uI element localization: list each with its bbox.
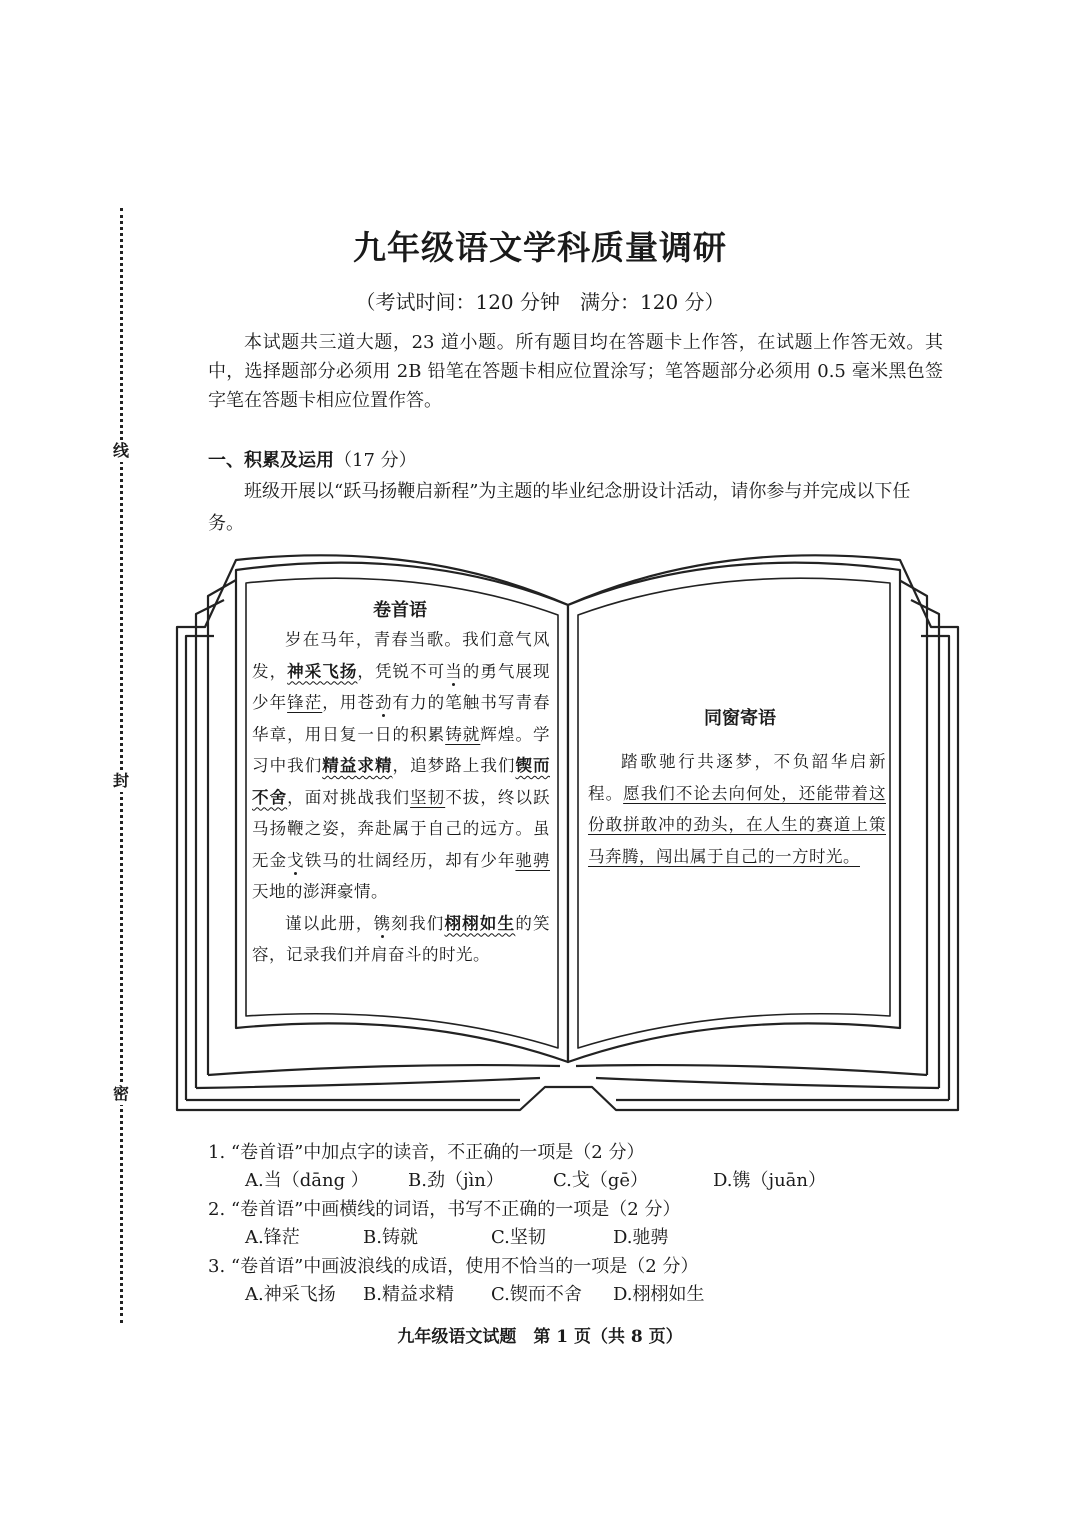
q2-option-a[interactable]: A.锋茫 bbox=[245, 1227, 300, 1248]
classmate-underlined-sentence: 愿我们不论去向何处，还能带着这份敢拼敢冲的劲头，在人生的赛道上策马奔腾，闯出属于自己的一方时光。 bbox=[588, 783, 886, 866]
idiom-jingyi: 精益求精 bbox=[322, 756, 393, 775]
q3-option-b[interactable]: B.精益求精 bbox=[363, 1284, 454, 1305]
question-3: 3. “卷首语”中画波浪线的成语，使用不恰当的一项是（2 分） bbox=[208, 1256, 699, 1277]
exam-info: （考试时间：120 分钟 满分：120 分） bbox=[355, 290, 725, 314]
preface-text-segment: 谨以此册， bbox=[285, 913, 374, 933]
preface-text-segment: 的勇气展现少年 bbox=[252, 661, 550, 712]
q3-option-d[interactable]: D.栩栩如生 bbox=[613, 1284, 705, 1305]
dotted-char-jin: 劲 bbox=[374, 693, 393, 712]
q1-option-d[interactable]: D.镌（juān） bbox=[713, 1170, 827, 1191]
margin-label-mi: 密 bbox=[110, 1083, 132, 1105]
q1-option-a[interactable]: A.当（dāng ） bbox=[245, 1170, 369, 1191]
q1-option-b[interactable]: B.劲（jìn） bbox=[408, 1170, 504, 1191]
underlined-word-zhujiu: 铸就 bbox=[445, 724, 481, 744]
preface-text-segment: ，追梦路上我们 bbox=[392, 756, 516, 775]
preface-text-segment: 岁在马年，青春当歌。我们意气风发， bbox=[252, 630, 550, 681]
section-score: （17 分） bbox=[334, 450, 417, 471]
margin-label-xian: 线 bbox=[110, 440, 132, 462]
instructions: 本试题共三道大题，23 道小题。所有题目均在答题卡上作答，在试题上作答无效。其中，选择题部分必须用 2B 铅笔在答题卡相应位置涂写；笔答题部分必须用 0.5 毫米黑色签字笔在答题卡相应位置作答。 bbox=[208, 332, 943, 411]
classmate-message bbox=[588, 746, 886, 872]
underlined-word-jianren: 坚韧 bbox=[410, 787, 446, 807]
underlined-word-chicheng: 驰骋 bbox=[515, 850, 550, 870]
q2-option-d[interactable]: D.驰骋 bbox=[613, 1227, 669, 1248]
page-footer: 九年级语文试题 第 1 页（共 8 页） bbox=[397, 1327, 683, 1347]
left-page-heading: 卷首语 bbox=[373, 600, 427, 621]
preface-text-segment: 天地的澎湃豪情。 bbox=[252, 882, 388, 901]
preface-text-segment: 铁马的壮阔经历，却有少年 bbox=[304, 850, 516, 870]
preface-text-segment: ，面对挑战我们 bbox=[287, 787, 411, 807]
q3-option-a[interactable]: A.神采飞扬 bbox=[245, 1284, 336, 1305]
right-page-heading: 同窗寄语 bbox=[704, 708, 776, 729]
section-title: 一、积累及运用 bbox=[208, 450, 334, 471]
idiom-qieer: 锲而不舍 bbox=[252, 756, 550, 807]
preface-text-segment: 不拔，终以跃马扬鞭之姿，奔赴属于自己的远方。虽无金 bbox=[252, 787, 550, 870]
margin-label-feng: 封 bbox=[110, 770, 132, 792]
q2-option-b[interactable]: B.铸就 bbox=[363, 1227, 418, 1248]
question-2: 2. “卷首语”中画横线的词语，书写不正确的一项是（2 分） bbox=[208, 1199, 681, 1220]
preface-text-segment: ，凭锐不可 bbox=[357, 661, 446, 681]
q3-option-c[interactable]: C.锲而不舍 bbox=[491, 1284, 582, 1305]
preface-text-segment: ，用苍 bbox=[322, 693, 375, 712]
q1-option-c[interactable]: C.戈（gē） bbox=[553, 1170, 649, 1191]
preface-paragraph-1 bbox=[252, 624, 550, 908]
page-title: 九年级语文学科质量调研 bbox=[353, 228, 727, 267]
classmate-paragraph bbox=[588, 746, 886, 872]
preface-text-segment: 辉煌。学习中我们 bbox=[252, 724, 550, 775]
dotted-char-juan: 镌 bbox=[373, 913, 392, 933]
preface-text-segment: 刻我们 bbox=[391, 913, 445, 933]
task-description: 班级开展以“跃马扬鞭启新程”为主题的毕业纪念册设计活动，请你参与并完成以下任务。 bbox=[208, 481, 911, 534]
idiom-xuxu: 栩栩如生 bbox=[444, 913, 516, 933]
idiom-shencai: 神采飞扬 bbox=[287, 661, 358, 681]
classmate-text-segment: 踏歌驰行共逐梦，不负韶华启新程。 bbox=[588, 752, 886, 803]
preface-text bbox=[252, 624, 550, 971]
dotted-char-dang: 当 bbox=[445, 661, 463, 681]
preface-paragraph-2 bbox=[252, 908, 550, 971]
preface-text-segment: 有力的笔触书写青春华章，用日复一日的积累 bbox=[252, 693, 550, 744]
question-1: 1. “卷首语”中加点字的读音，不正确的一项是（2 分） bbox=[208, 1142, 645, 1163]
q2-option-c[interactable]: C.坚韧 bbox=[491, 1227, 546, 1248]
underlined-word-fengmang: 锋茫 bbox=[287, 693, 323, 712]
dotted-char-ge: 戈 bbox=[287, 850, 305, 870]
preface-text-segment: 的笑容，记录我们并肩奋斗的时光。 bbox=[252, 913, 551, 964]
